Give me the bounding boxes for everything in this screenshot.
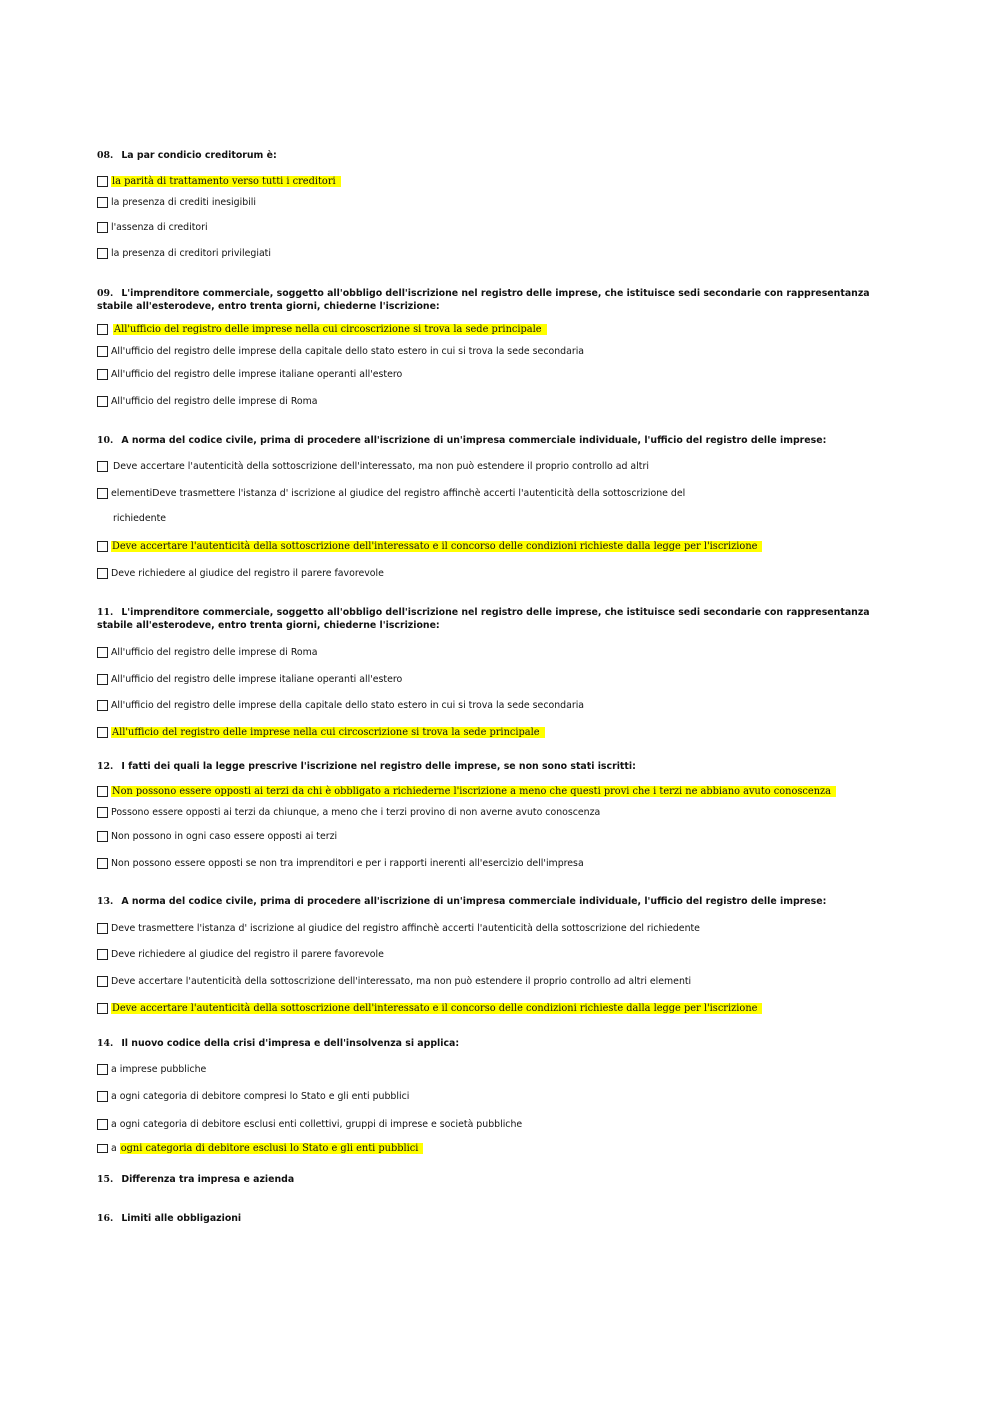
question-10 [97,434,877,447]
answer-text: la presenza di crediti inesigibili [111,196,256,208]
answer-text: l'assenza di creditori [111,221,208,233]
question-11 [97,606,877,632]
question-text: L'imprenditore commerciale, soggetto all'obbligo dell'iscrizione nel registro delle imprese, che istituisce sedi secondarie con rappresentanza stabile all'esterodeve, entro trenta giorni, chiederne l'iscrizione: [97,288,870,312]
question-14 [97,1037,877,1050]
question-text: Il nuovo codice della crisi d'impresa e dell'insolvenza si applica: [121,1038,460,1049]
question-16 [97,1212,877,1225]
answer-text: All'ufficio del registro delle imprese italiane operanti all'estero [111,368,403,380]
question-number: 08. [97,150,114,161]
answer-option[interactable] [97,566,384,580]
checkbox[interactable] [97,1144,108,1153]
answer-text: Deve accertare l'autenticità della sottoscrizione dell'interessato, ma non può estendere il proprio controllo ad altri [113,460,649,472]
question-number: 14. [97,1038,114,1049]
checkbox[interactable] [97,176,108,187]
answer-option[interactable] [97,322,547,336]
answer-option[interactable] [97,174,341,188]
question-13 [97,895,877,908]
question-text: A norma del codice civile, prima di procedere all'iscrizione di un'impresa commerciale individuale, l'ufficio del registro delle imprese: [121,435,827,446]
highlighted-answer: Non possono essere opposti ai terzi da chi è obbligato a richiederne l'iscrizione a meno che questi provi che i terzi ne abbiano avuto conoscenza [111,786,836,797]
question-number: 10. [97,435,114,446]
checkbox[interactable] [97,700,108,711]
answer-text: All'ufficio del registro delle imprese di Roma [111,395,318,407]
answer-text: a ogni categoria di debitore compresi lo Stato e gli enti pubblici [111,1090,410,1102]
highlighted-answer: All'ufficio del registro delle imprese nella cui circoscrizione si trova la sede principale [113,324,547,335]
question-text: A norma del codice civile, prima di procedere all'iscrizione di un'impresa commerciale individuale, l'ufficio del registro delle imprese: [121,896,827,907]
continuation-text: richiedente [113,513,167,524]
checkbox[interactable] [97,949,108,960]
answer-prefix: a [111,1142,117,1154]
answer-text: Possono essere opposti ai terzi da chiunque, a meno che i terzi provino di non averne avuto conoscenza [111,806,601,818]
answer-option[interactable] [97,1089,409,1103]
answer-text: a ogni categoria di debitore esclusi enti collettivi, gruppi di imprese e società pubbliche [111,1118,523,1130]
checkbox[interactable] [97,923,108,934]
answer-text: Non possono essere opposti se non tra imprenditori e per i rapporti inerenti all'esercizio dell'impresa [111,857,584,869]
answer-option[interactable] [97,974,691,988]
answer-option[interactable] [97,195,256,209]
answer-text: elementiDeve trasmettere l'istanza d' iscrizione al giudice del registro affinchè accerti l'autenticità della sottoscrizione del [111,487,686,499]
question-number: 13. [97,896,114,907]
answer-option[interactable] [97,829,337,843]
checkbox[interactable] [97,541,108,552]
answer-option[interactable] [97,1117,522,1131]
checkbox[interactable] [97,396,108,407]
answer-option[interactable] [97,947,384,961]
question-text: I fatti dei quali la legge prescrive l'iscrizione nel registro delle imprese, se non sono stati iscritti: [121,761,636,772]
checkbox[interactable] [97,488,108,499]
answer-text: All'ufficio del registro delle imprese di Roma [111,646,318,658]
question-number: 12. [97,761,114,772]
answer-text: Deve richiedere al giudice del registro il parere favorevole [111,567,384,579]
highlighted-answer: la parità di trattamento verso tutti i creditori [111,176,341,187]
checkbox[interactable] [97,461,108,472]
answer-text: All'ufficio del registro delle imprese della capitale dello stato estero in cui si trova la sede secondaria [111,699,585,711]
answer-option[interactable] [97,805,600,819]
answer-text: la presenza di creditori privilegiati [111,247,271,259]
answer-option[interactable] [97,246,271,260]
checkbox[interactable] [97,248,108,259]
checkbox[interactable] [97,807,108,818]
answer-option[interactable] [97,672,402,686]
question-08 [97,149,877,162]
question-text: Limiti alle obbligazioni [121,1213,242,1224]
answer-option[interactable] [97,1062,206,1076]
answer-option[interactable] [97,486,685,500]
question-number: 15. [97,1174,114,1185]
question-text: La par condicio creditorum è: [121,150,277,161]
question-09 [97,287,877,313]
highlighted-answer: ogni categoria di debitore esclusi lo Stato e gli enti pubblici [120,1143,424,1154]
question-number: 16. [97,1213,114,1224]
checkbox[interactable] [97,976,108,987]
checkbox[interactable] [97,369,108,380]
question-number: 11. [97,607,114,618]
answer-text: Deve trasmettere l'istanza d' iscrizione al giudice del registro affinchè accerti l'autenticità della sottoscrizione del richiedente [111,922,700,934]
checkbox[interactable] [97,1064,108,1075]
answer-option[interactable] [97,1141,423,1155]
answer-option[interactable] [97,645,318,659]
checkbox[interactable] [97,324,108,335]
answer-text: Deve richiedere al giudice del registro il parere favorevole [111,948,384,960]
answer-option[interactable] [97,784,836,798]
answer-text: Deve accertare l'autenticità della sottoscrizione dell'interessato, ma non può estendere il proprio controllo ad altri elementi [111,975,692,987]
checkbox[interactable] [97,568,108,579]
highlighted-answer: Deve accertare l'autenticità della sottoscrizione dell'interessato e il concorso delle condizioni richieste dalla legge per l'iscrizione [111,1003,762,1014]
answer-option[interactable] [97,921,700,935]
answer-option[interactable] [97,725,545,739]
checkbox[interactable] [97,1119,108,1130]
question-text: Differenza tra impresa e azienda [121,1174,295,1185]
answer-text: All'ufficio del registro delle imprese italiane operanti all'estero [111,673,403,685]
checkbox[interactable] [97,674,108,685]
checkbox[interactable] [97,647,108,658]
checkbox[interactable] [97,786,108,797]
checkbox[interactable] [97,346,108,357]
answer-text: All'ufficio del registro delle imprese della capitale dello stato estero in cui si trova la sede secondaria [111,345,585,357]
checkbox[interactable] [97,197,108,208]
answer-option[interactable] [97,1001,762,1015]
answer-option[interactable] [97,367,402,381]
question-15 [97,1173,877,1186]
checkbox[interactable] [97,858,108,869]
question-number: 09. [97,288,114,299]
checkbox[interactable] [97,1091,108,1102]
checkbox[interactable] [97,727,108,738]
answer-option[interactable] [97,394,318,408]
answer-option[interactable] [97,344,584,358]
answer-option[interactable] [97,698,584,712]
answer-text: Non possono in ogni caso essere opposti ai terzi [111,830,338,842]
answer-option[interactable] [97,220,208,234]
checkbox[interactable] [97,222,108,233]
question-text: L'imprenditore commerciale, soggetto all'obbligo dell'iscrizione nel registro delle imprese, che istituisce sedi secondarie con rappresentanza stabile all'esterodeve, entro trenta giorni, chiederne l'iscrizione: [97,607,870,631]
checkbox[interactable] [97,1003,108,1014]
answer-text: a imprese pubbliche [111,1063,207,1075]
answer-option[interactable] [97,539,762,553]
highlighted-answer: All'ufficio del registro delle imprese nella cui circoscrizione si trova la sede principale [111,727,545,738]
question-12 [97,760,877,773]
checkbox[interactable] [97,831,108,842]
highlighted-answer: Deve accertare l'autenticità della sottoscrizione dell'interessato e il concorso delle condizioni richieste dalla legge per l'iscrizione [111,541,762,552]
answer-option[interactable] [97,459,649,473]
answer-option[interactable] [97,856,584,870]
